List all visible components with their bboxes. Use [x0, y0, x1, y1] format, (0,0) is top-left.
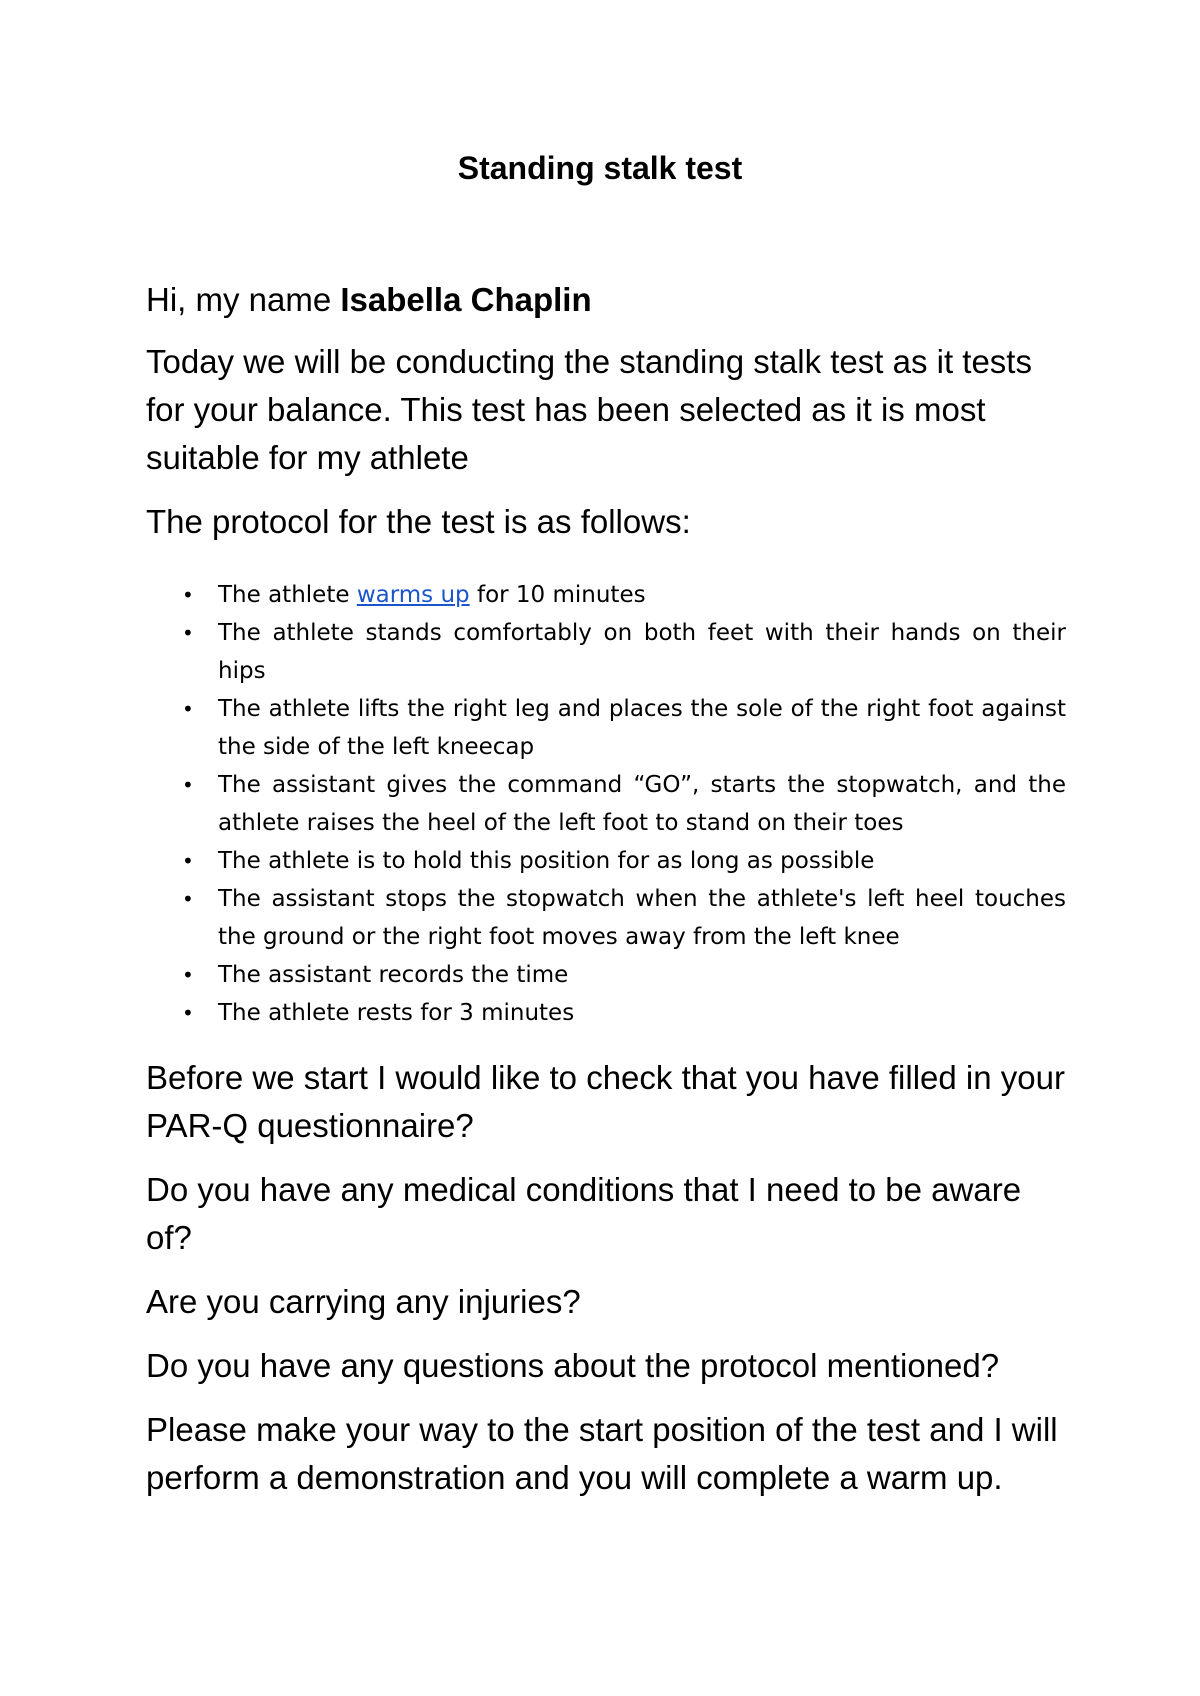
document-body: [146, 276, 1066, 1518]
parq-question: Before we start I would like to check that you have filled in your PAR-Q questionnaire?: [146, 1059, 1065, 1144]
bullet-icon: •: [182, 773, 194, 797]
list-item: [182, 766, 1066, 842]
protocol-intro: The protocol for the test is as follows:: [146, 503, 691, 540]
list-item: [182, 576, 1066, 614]
closing-paragraph: Please make your way to the start position of the test and I will perform a demonstration and you will complete a warm up.: [146, 1411, 1058, 1496]
bullet-icon: •: [182, 621, 194, 645]
medical-question: Do you have any medical conditions that I need to be aware of?: [146, 1171, 1022, 1256]
bullet-icon: •: [182, 583, 194, 607]
step-text: The assistant records the time: [218, 962, 569, 988]
intro-paragraph: Today we will be conducting the standing stalk test as it tests for your balance. This test has been selected as it is most suitable for my athlete: [146, 343, 1032, 476]
list-item: [182, 880, 1066, 956]
protocol-steps-list: [146, 576, 1066, 1032]
step-text: The athlete: [218, 582, 357, 608]
page-title: Standing stalk test: [457, 150, 743, 186]
bullet-icon: •: [182, 697, 194, 721]
author-name: Isabella Chaplin: [340, 281, 592, 318]
bullet-icon: •: [182, 963, 194, 987]
greeting-prefix: Hi, my name: [146, 281, 341, 318]
warms-up-link[interactable]: warms up: [356, 582, 470, 608]
list-item: [182, 994, 1066, 1032]
injuries-question: Are you carrying any injuries?: [146, 1283, 581, 1320]
step-text: The athlete lifts the right leg and places the sole of the right foot against the side of the left kneecap: [218, 696, 1066, 760]
step-text: for 10 minutes: [469, 582, 646, 608]
list-item: [182, 614, 1066, 690]
step-text: The athlete is to hold this position for as long as possible: [218, 848, 875, 874]
step-text: The assistant gives the command “GO”, starts the stopwatch, and the athlete raises the heel of the left foot to stand on their toes: [218, 772, 1066, 836]
bullet-icon: •: [182, 1001, 194, 1025]
list-item: [182, 956, 1066, 994]
bullet-icon: •: [182, 887, 194, 911]
protocol-questions: Do you have any questions about the protocol mentioned?: [146, 1347, 1000, 1384]
list-item: [182, 842, 1066, 880]
greeting: [146, 276, 1066, 324]
step-text: The assistant stops the stopwatch when the athlete's left heel touches the ground or the right foot moves away from the left knee: [218, 886, 1066, 950]
bullet-icon: •: [182, 849, 194, 873]
step-text: The athlete rests for 3 minutes: [218, 1000, 575, 1026]
step-text: The athlete stands comfortably on both feet with their hands on their hips: [218, 620, 1066, 684]
list-item: [182, 690, 1066, 766]
